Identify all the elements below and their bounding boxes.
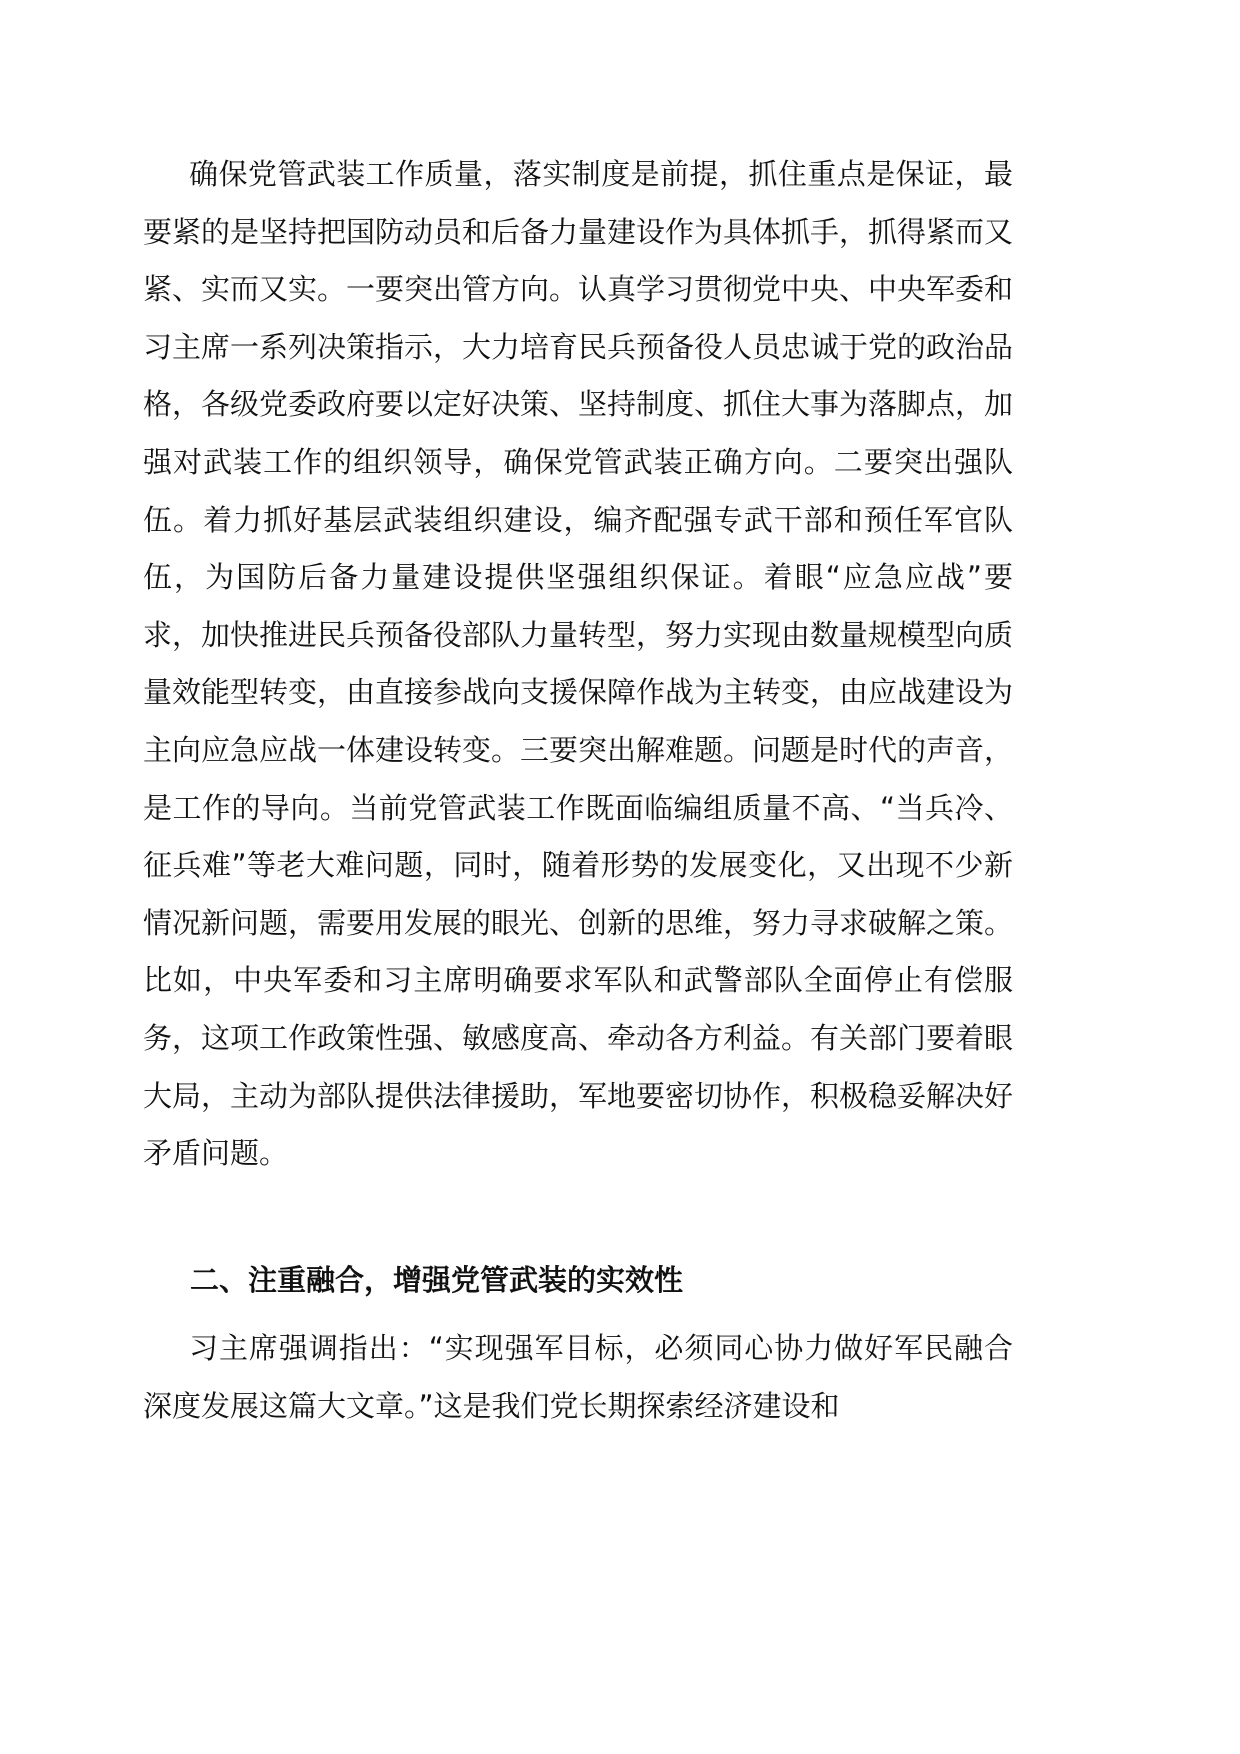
body-paragraph: 确保党管武装工作质量，落实制度是前提，抓住重点是保证，最要紧的是坚持把国防动员和后备力量建设作为具体抓手，抓得紧而又紧、实而又实。一要突出管方向。认真学习贯彻党中央、中央军委和习主席一系列决策指示，大力培育民兵预备役人员忠诚于党的政治品格，各级党委政府要以定好决策、坚持制度、抓住大事为落脚点，加强对武装工作的组织领导，确保党管武装正确方向。二要突出强队伍。着力抓好基层武装组织建设，编齐配强专武干部和预任军官队伍，为国防后备力量建设提供坚强组织保证。着眼“应急应战”要求，加快推进民兵预备役部队力量转型，努力实现由数量规模型向质量效能型转变，由直接参战向支援保障作战为主转变，由应战建设为主向应急应战一体建设转变。三要突出解难题。问题是时代的声音，是工作的导向。当前党管武装工作既面临编组质量不高、“当兵冷、征兵难”等老大难问题，同时，随着形势的发展变化，又出现不少新情况新问题，需要用发展的眼光、创新的思维，努力寻求破解之策。比如，中央军委和习主席明确要求军队和武警部队全面停止有偿服务，这项工作政策性强、敏感度高、牵动各方利益。有关部门要着眼大局，主动为部队提供法律援助，军地要密切协作，积极稳妥解决好矛盾问题。 bbox=[143, 157, 1014, 1171]
section-heading: 二、注重融合，增强党管武装的实效性 bbox=[190, 1263, 684, 1297]
body-paragraph: 习主席强调指出：“实现强军目标，必须同心协力做好军民融合深度发展这篇大文章。”这是我们党长期探索经济建设和 bbox=[143, 1331, 1013, 1423]
